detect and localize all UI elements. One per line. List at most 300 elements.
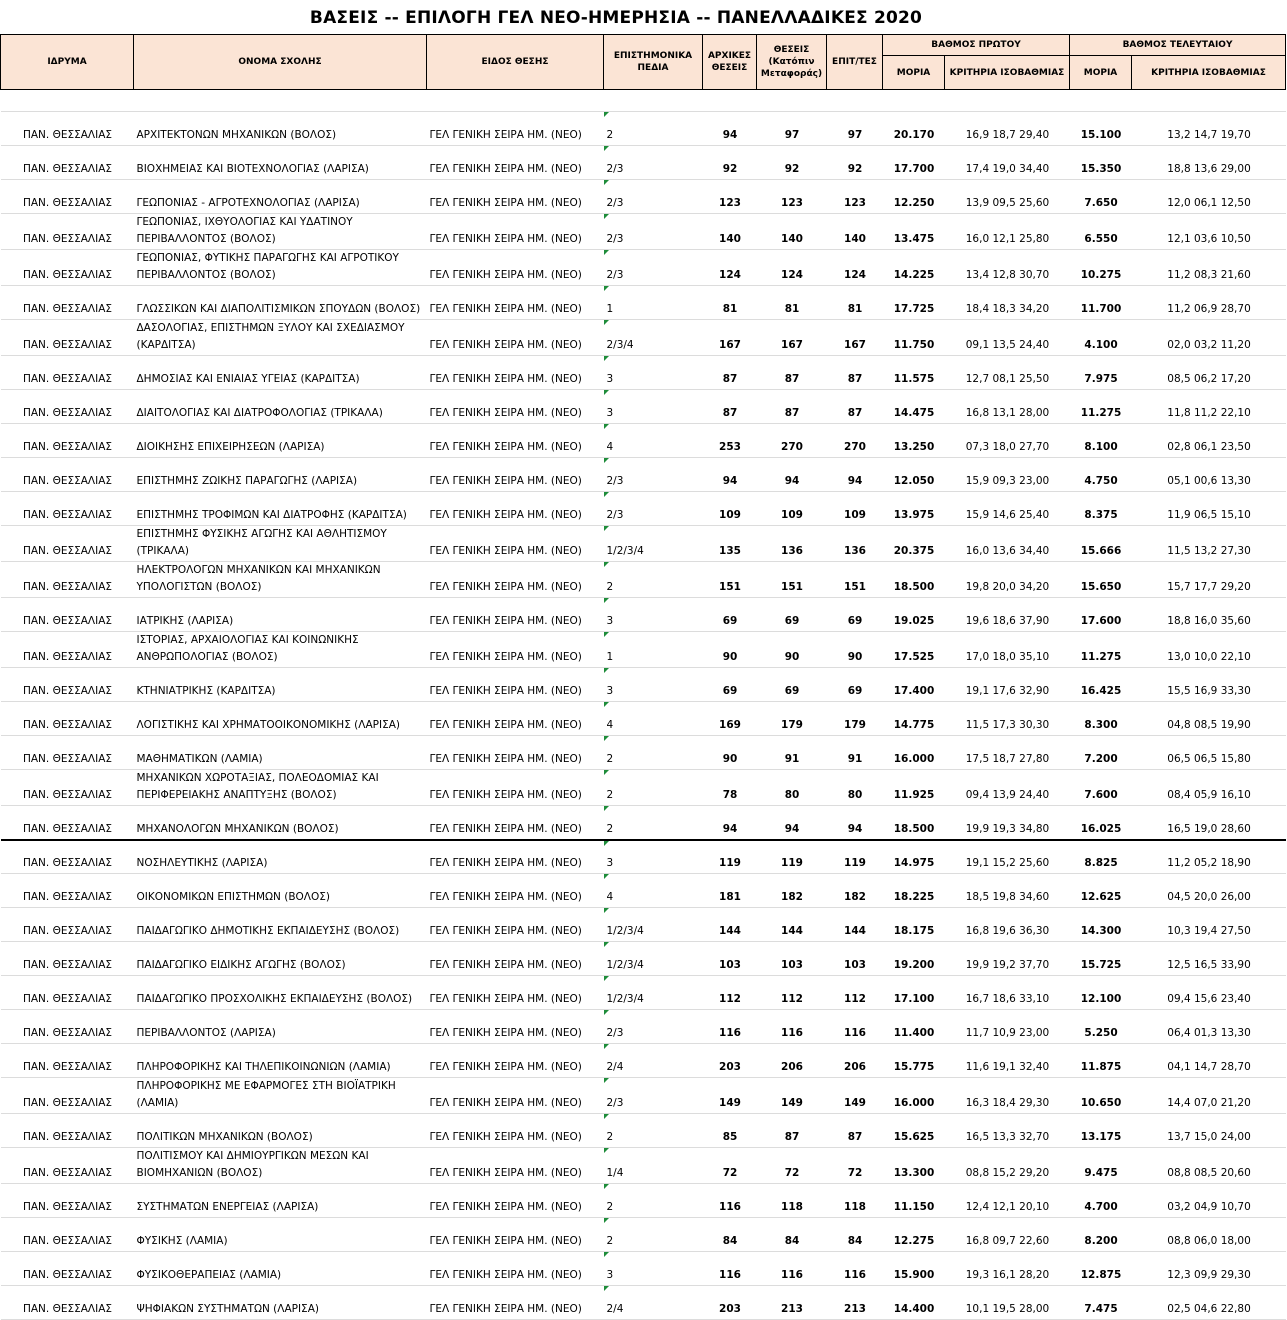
cell-initial-seats: 87 [722,373,738,385]
cell-first-tiebreak: 13,9 09,5 25,60 [965,197,1050,209]
cell-institution: ΠΑΝ. ΘΕΣΣΑΛΙΑΣ [22,581,113,593]
cell-seat-type: ΓΕΛ ΓΕΝΙΚΗ ΣΕΙΡΑ ΗΜ. (ΝΕΟ) [429,303,582,315]
table-row [1,112,1286,146]
cell-first-tiebreak: 19,3 16,1 28,20 [965,1269,1050,1281]
cell-last-points: 5.250 [1084,1027,1118,1039]
cell-seat-type: ΓΕΛ ΓΕΝΙΚΗ ΣΕΙΡΑ ΗΜ. (ΝΕΟ) [429,339,582,351]
results-table [0,34,1286,1320]
cell-fields: 2 [604,736,703,770]
cell-first-tiebreak: 17,5 18,7 27,80 [965,753,1050,765]
cell-first-points: 14.475 [893,407,935,419]
cell-school: ΜΗΧΑΝΙΚΩΝ ΧΩΡΟΤΑΞΙΑΣ, ΠΟΛΕΟΔΟΜΙΑΣ ΚΑΙ ΠΕΡΙΦΕΡΕΙΑΚΗΣ ΑΝΑΠΤΥΞΗΣ (ΒΟΛΟΣ) [136,772,379,801]
cell-last-points: 15.650 [1080,581,1122,593]
cell-seat-type: ΓΕΛ ΓΕΝΙΚΗ ΣΕΙΡΑ ΗΜ. (ΝΕΟ) [429,407,582,419]
cell-first-points: 12.050 [893,475,935,487]
cell-initial-seats: 144 [719,925,741,937]
cell-initial-seats: 253 [719,441,741,453]
cell-school: ΙΑΤΡΙΚΗΣ (ΛΑΡΙΣΑ) [136,615,234,627]
cell-successful: 140 [844,233,866,245]
cell-school: ΚΤΗΝΙΑΤΡΙΚΗΣ (ΚΑΡΔΙΤΣΑ) [136,685,276,697]
table-row [1,458,1286,492]
cell-last-tiebreak: 16,5 19,0 28,60 [1167,822,1251,835]
cell-seats: 87 [784,1131,800,1143]
cell-fields: 1/2/3/4 [604,908,703,942]
table-row [1,1044,1286,1078]
cell-first-points: 14.400 [893,1303,935,1315]
cell-last-points: 6.550 [1084,233,1118,245]
table-row [1,1252,1286,1286]
cell-seat-type: ΓΕΛ ΓΕΝΙΚΗ ΣΕΙΡΑ ΗΜ. (ΝΕΟ) [429,1097,582,1109]
cell-seats: 97 [784,129,800,141]
cell-initial-seats: 116 [719,1201,741,1213]
cell-fields: 2 [604,1184,703,1218]
cell-initial-seats: 69 [722,685,738,697]
cell-school: ΕΠΙΣΤΗΜΗΣ ΤΡΟΦΙΜΩΝ ΚΑΙ ΔΙΑΤΡΟΦΗΣ (ΚΑΡΔΙΤΣΑ) [136,509,407,521]
cell-first-points: 13.975 [893,509,935,521]
header-seats-line2: (Κατόπιν [768,57,815,67]
cell-school: ΑΡΧΙΤΕΚΤΟΝΩΝ ΜΗΧΑΝΙΚΩΝ (ΒΟΛΟΣ) [136,129,337,141]
cell-institution: ΠΑΝ. ΘΕΣΣΑΛΙΑΣ [22,651,113,663]
cell-first-points: 17.100 [893,993,935,1005]
cell-first-points: 16.000 [893,753,935,765]
table-row [1,526,1286,562]
cell-school: ΔΙΑΙΤΟΛΟΓΙΑΣ ΚΑΙ ΔΙΑΤΡΟΦΟΛΟΓΙΑΣ (ΤΡΙΚΑΛΑ) [136,407,383,419]
cell-last-tiebreak: 09,4 15,6 23,40 [1167,993,1251,1005]
cell-first-tiebreak: 10,1 19,5 28,00 [965,1303,1050,1315]
cell-last-points: 4.100 [1084,339,1118,351]
cell-initial-seats: 140 [719,233,741,245]
cell-school: ΠΟΛΙΤΙΚΩΝ ΜΗΧΑΝΙΚΩΝ (ΒΟΛΟΣ) [136,1131,313,1143]
cell-initial-seats: 103 [719,959,741,971]
cell-last-points: 15.350 [1080,163,1122,175]
cell-school: ΓΛΩΣΣΙΚΩΝ ΚΑΙ ΔΙΑΠΟΛΙΤΙΣΜΙΚΩΝ ΣΠΟΥΔΩΝ (ΒΟΛΟΣ) [136,303,421,315]
header-institution: ΙΔΡΥΜΑ [1,35,134,90]
cell-institution: ΠΑΝ. ΘΕΣΣΑΛΙΑΣ [22,129,113,141]
cell-seat-type: ΓΕΛ ΓΕΝΙΚΗ ΣΕΙΡΑ ΗΜ. (ΝΕΟ) [429,1201,582,1213]
cell-seat-type: ΓΕΛ ΓΕΝΙΚΗ ΣΕΙΡΑ ΗΜ. (ΝΕΟ) [429,1269,582,1281]
cell-first-points: 12.250 [893,197,935,209]
cell-first-tiebreak: 16,3 18,4 29,30 [965,1097,1050,1109]
cell-successful: 69 [847,685,863,697]
cell-first-tiebreak: 19,1 17,6 32,90 [965,685,1050,697]
cell-last-tiebreak: 06,4 01,3 13,30 [1167,1027,1251,1039]
cell-successful: 87 [847,1131,863,1143]
cell-fields: 3 [604,390,703,424]
cell-last-points: 16.025 [1080,822,1122,835]
table-row [1,286,1286,320]
cell-school: ΨΗΦΙΑΚΩΝ ΣΥΣΤΗΜΑΤΩΝ (ΛΑΡΙΣΑ) [136,1303,319,1315]
cell-fields: 2/3/4 [604,320,703,356]
cell-seat-type: ΓΕΛ ΓΕΝΙΚΗ ΣΕΙΡΑ ΗΜ. (ΝΕΟ) [429,509,582,521]
table-row [1,1184,1286,1218]
cell-last-tiebreak: 08,8 06,0 18,00 [1167,1235,1251,1247]
cell-seats: 151 [781,581,803,593]
cell-initial-seats: 90 [722,753,738,765]
cell-fields: 3 [604,840,703,874]
cell-initial-seats: 84 [722,1235,738,1247]
cell-last-tiebreak: 12,3 09,9 29,30 [1167,1269,1251,1281]
cell-initial-seats: 85 [722,1131,738,1143]
cell-last-tiebreak: 08,8 08,5 20,60 [1167,1167,1251,1179]
cell-first-points: 17.725 [893,303,935,315]
cell-fields: 2/4 [604,1044,703,1078]
cell-seat-type: ΓΕΛ ΓΕΝΙΚΗ ΣΕΙΡΑ ΗΜ. (ΝΕΟ) [429,581,582,593]
cell-first-points: 19.025 [893,615,935,627]
cell-school: ΠΛΗΡΟΦΟΡΙΚΗΣ ΜΕ ΕΦΑΡΜΟΓΕΣ ΣΤΗ ΒΙΟΪΑΤΡΙΚΗ (ΛΑΜΙΑ) [136,1080,396,1109]
cell-school: ΓΕΩΠΟΝΙΑΣ - ΑΓΡΟΤΕΧΝΟΛΟΓΙΑΣ (ΛΑΡΙΣΑ) [136,197,360,209]
cell-last-points: 7.200 [1084,753,1118,765]
cell-fields: 4 [604,424,703,458]
header-last-tiebreak: ΚΡΙΤΗΡΙΑ ΙΣΟΒΑΘΜΙΑΣ [1132,56,1286,90]
header-last-grade: ΒΑΘΜΟΣ ΤΕΛΕΥΤΑΙΟΥ [1070,35,1286,56]
cell-seat-type: ΓΕΛ ΓΕΝΙΚΗ ΣΕΙΡΑ ΗΜ. (ΝΕΟ) [429,891,582,903]
cell-last-points: 7.475 [1084,1303,1118,1315]
cell-first-tiebreak: 19,8 20,0 34,20 [965,581,1050,593]
cell-seats: 72 [784,1167,800,1179]
cell-seats: 213 [781,1303,803,1315]
cell-last-points: 8.300 [1084,719,1118,731]
cell-seat-type: ΓΕΛ ΓΕΝΙΚΗ ΣΕΙΡΑ ΗΜ. (ΝΕΟ) [429,615,582,627]
cell-successful: 182 [844,891,866,903]
cell-seat-type: ΓΕΛ ΓΕΝΙΚΗ ΣΕΙΡΑ ΗΜ. (ΝΕΟ) [429,959,582,971]
cell-seats: 69 [784,615,800,627]
cell-last-points: 11.275 [1080,407,1122,419]
cell-seat-type: ΓΕΛ ΓΕΝΙΚΗ ΣΕΙΡΑ ΗΜ. (ΝΕΟ) [429,163,582,175]
cell-fields: 4 [604,702,703,736]
cell-seats: 123 [781,197,803,209]
cell-school: ΠΑΙΔΑΓΩΓΙΚΟ ΕΙΔΙΚΗΣ ΑΓΩΓΗΣ (ΒΟΛΟΣ) [136,959,346,971]
cell-successful: 116 [844,1027,866,1039]
cell-first-tiebreak: 13,4 12,8 30,70 [965,269,1050,281]
cell-last-tiebreak: 15,7 17,7 29,20 [1167,581,1251,593]
cell-seat-type: ΓΕΛ ΓΕΝΙΚΗ ΣΕΙΡΑ ΗΜ. (ΝΕΟ) [429,651,582,663]
cell-initial-seats: 203 [719,1303,741,1315]
cell-last-tiebreak: 18,8 13,6 29,00 [1167,163,1251,175]
header-last-points: ΜΟΡΙΑ [1070,56,1132,90]
cell-last-points: 8.825 [1084,857,1118,869]
cell-initial-seats: 109 [719,509,741,521]
cell-first-points: 13.475 [893,233,935,245]
table-row [1,874,1286,908]
cell-seat-type: ΓΕΛ ΓΕΝΙΚΗ ΣΕΙΡΑ ΗΜ. (ΝΕΟ) [429,1235,582,1247]
cell-institution: ΠΑΝ. ΘΕΣΣΑΛΙΑΣ [22,1061,113,1073]
cell-successful: 109 [844,509,866,521]
cell-school: ΗΛΕΚΤΡΟΛΟΓΩΝ ΜΗΧΑΝΙΚΩΝ ΚΑΙ ΜΗΧΑΝΙΚΩΝ ΥΠΟΛΟΓΙΣΤΩΝ (ΒΟΛΟΣ) [136,564,381,593]
cell-institution: ΠΑΝ. ΘΕΣΣΑΛΙΑΣ [22,1201,113,1213]
cell-last-tiebreak: 02,5 04,6 22,80 [1167,1303,1251,1315]
cell-seats: 119 [781,857,803,869]
table-row [1,180,1286,214]
header-fields [604,35,703,90]
cell-last-tiebreak: 13,0 10,0 22,10 [1167,651,1251,663]
cell-seats: 140 [781,233,803,245]
cell-school: ΠΛΗΡΟΦΟΡΙΚΗΣ ΚΑΙ ΤΗΛΕΠΙΚΟΙΝΩΝΙΩΝ (ΛΑΜΙΑ) [136,1061,391,1073]
cell-successful: 116 [844,1269,866,1281]
cell-seat-type: ΓΕΛ ΓΕΝΙΚΗ ΣΕΙΡΑ ΗΜ. (ΝΕΟ) [429,925,582,937]
cell-first-points: 11.925 [893,789,935,801]
cell-school: ΙΣΤΟΡΙΑΣ, ΑΡΧΑΙΟΛΟΓΙΑΣ ΚΑΙ ΚΟΙΝΩΝΙΚΗΣ ΑΝΘΡΩΠΟΛΟΓΙΑΣ (ΒΟΛΟΣ) [136,634,359,663]
cell-successful: 206 [844,1061,866,1073]
cell-seats: 81 [784,303,800,315]
cell-last-tiebreak: 11,9 06,5 15,10 [1167,509,1251,521]
cell-last-tiebreak: 10,3 19,4 27,50 [1167,925,1251,937]
cell-first-points: 17.700 [893,163,935,175]
cell-first-tiebreak: 19,1 15,2 25,60 [965,857,1050,869]
cell-successful: 270 [844,441,866,453]
cell-seats: 206 [781,1061,803,1073]
cell-successful: 94 [847,475,863,487]
cell-seats: 149 [781,1097,803,1109]
cell-successful: 97 [847,129,863,141]
header-fields-line2: ΠΕΔΙΑ [637,63,669,73]
cell-seats: 112 [781,993,803,1005]
cell-fields: 4 [604,874,703,908]
cell-fields: 2/3 [604,1078,703,1114]
table-row [1,668,1286,702]
cell-last-tiebreak: 11,2 05,2 18,90 [1167,857,1251,869]
header-first-points: ΜΟΡΙΑ [883,56,945,90]
cell-first-points: 15.775 [893,1061,935,1073]
header-initial-line1: ΑΡΧΙΚΕΣ [707,51,752,61]
cell-seats: 136 [781,545,803,557]
cell-school: ΒΙΟΧΗΜΕΙΑΣ ΚΑΙ ΒΙΟΤΕΧΝΟΛΟΓΙΑΣ (ΛΑΡΙΣΑ) [136,163,369,175]
table-row [1,1114,1286,1148]
cell-seat-type: ΓΕΛ ΓΕΝΙΚΗ ΣΕΙΡΑ ΗΜ. (ΝΕΟ) [429,545,582,557]
table-row [1,770,1286,806]
table-row [1,424,1286,458]
cell-school: ΟΙΚΟΝΟΜΙΚΩΝ ΕΠΙΣΤΗΜΩΝ (ΒΟΛΟΣ) [136,891,330,903]
cell-fields: 2/3 [604,1010,703,1044]
cell-successful: 84 [847,1235,863,1247]
cell-first-points: 12.275 [893,1235,935,1247]
header-seats-line3: Μεταφοράς) [760,69,823,79]
cell-institution: ΠΑΝ. ΘΕΣΣΑΛΙΑΣ [22,959,113,971]
cell-last-tiebreak: 12,1 03,6 10,50 [1167,233,1251,245]
cell-last-points: 15.725 [1080,959,1122,971]
cell-first-tiebreak: 08,8 15,2 29,20 [965,1167,1050,1179]
cell-first-points: 18.175 [893,925,935,937]
cell-first-points: 20.375 [893,545,935,557]
table-row [1,492,1286,526]
cell-seats: 116 [781,1269,803,1281]
cell-school: ΦΥΣΙΚΗΣ (ΛΑΜΙΑ) [136,1235,228,1247]
cell-first-tiebreak: 16,0 12,1 25,80 [965,233,1050,245]
cell-successful: 213 [844,1303,866,1315]
cell-last-points: 8.100 [1084,441,1118,453]
cell-initial-seats: 72 [722,1167,738,1179]
cell-last-tiebreak: 03,2 04,9 10,70 [1167,1201,1251,1213]
table-row [1,1010,1286,1044]
header-successful: ΕΠΙΤ/ΤΕΣ [827,35,883,90]
cell-seats: 179 [781,719,803,731]
cell-institution: ΠΑΝ. ΘΕΣΣΑΛΙΑΣ [22,685,113,697]
cell-last-tiebreak: 13,2 14,7 19,70 [1167,129,1251,141]
cell-first-tiebreak: 17,4 19,0 34,40 [965,163,1050,175]
cell-last-tiebreak: 02,8 06,1 23,50 [1167,441,1251,453]
cell-last-points: 7.600 [1084,789,1118,801]
cell-last-tiebreak: 11,5 13,2 27,30 [1167,545,1251,557]
cell-seats: 92 [784,163,800,175]
header-initial-line2: ΘΕΣΕΙΣ [711,63,748,73]
cell-first-points: 17.525 [893,651,935,663]
cell-first-tiebreak: 07,3 18,0 27,70 [965,441,1050,453]
cell-seat-type: ΓΕΛ ΓΕΝΙΚΗ ΣΕΙΡΑ ΗΜ. (ΝΕΟ) [429,789,582,801]
cell-initial-seats: 116 [719,1269,741,1281]
table-row [1,1148,1286,1184]
cell-institution: ΠΑΝ. ΘΕΣΣΑΛΙΑΣ [22,1027,113,1039]
table-row [1,1286,1286,1320]
cell-institution: ΠΑΝ. ΘΕΣΣΑΛΙΑΣ [22,1097,113,1109]
cell-institution: ΠΑΝ. ΘΕΣΣΑΛΙΑΣ [22,233,113,245]
cell-seats: 109 [781,509,803,521]
cell-school: ΔΗΜΟΣΙΑΣ ΚΑΙ ΕΝΙΑΙΑΣ ΥΓΕΙΑΣ (ΚΑΡΔΙΤΣΑ) [136,373,360,385]
cell-institution: ΠΑΝ. ΘΕΣΣΑΛΙΑΣ [22,1269,113,1281]
page-title: ΒΑΣΕΙΣ -- ΕΠΙΛΟΓΗ ΓΕΛ ΝΕΟ-ΗΜΕΡΗΣΙΑ -- ΠΑΝΕΛΛΑΔΙΚΕΣ 2020 [309,8,923,28]
cell-successful: 151 [844,581,866,593]
cell-seat-type: ΓΕΛ ΓΕΝΙΚΗ ΣΕΙΡΑ ΗΜ. (ΝΕΟ) [429,233,582,245]
cell-school: ΜΑΘΗΜΑΤΙΚΩΝ (ΛΑΜΙΑ) [136,753,263,765]
cell-first-tiebreak: 19,9 19,3 34,80 [965,822,1050,835]
table-row [1,632,1286,668]
cell-seat-type: ΓΕΛ ΓΕΝΙΚΗ ΣΕΙΡΑ ΗΜ. (ΝΕΟ) [429,441,582,453]
header-school: ΟΝΟΜΑ ΣΧΟΛΗΣ [134,35,427,90]
cell-institution: ΠΑΝ. ΘΕΣΣΑΛΙΑΣ [22,891,113,903]
cell-school: ΝΟΣΗΛΕΥΤΙΚΗΣ (ΛΑΡΙΣΑ) [136,857,268,869]
cell-initial-seats: 87 [722,407,738,419]
cell-seats: 87 [784,407,800,419]
cell-successful: 103 [844,959,866,971]
cell-last-points: 8.375 [1084,509,1118,521]
cell-seat-type: ΓΕΛ ΓΕΝΙΚΗ ΣΕΙΡΑ ΗΜ. (ΝΕΟ) [429,822,582,835]
cell-institution: ΠΑΝ. ΘΕΣΣΑΛΙΑΣ [22,303,113,315]
cell-seat-type: ΓΕΛ ΓΕΝΙΚΗ ΣΕΙΡΑ ΗΜ. (ΝΕΟ) [429,1061,582,1073]
cell-initial-seats: 112 [719,993,741,1005]
cell-school: ΣΥΣΤΗΜΑΤΩΝ ΕΝΕΡΓΕΙΑΣ (ΛΑΡΙΣΑ) [136,1201,319,1213]
cell-fields: 2/3 [604,250,703,286]
cell-successful: 167 [844,339,866,351]
cell-institution: ΠΑΝ. ΘΕΣΣΑΛΙΑΣ [22,197,113,209]
cell-institution: ΠΑΝ. ΘΕΣΣΑΛΙΑΣ [22,615,113,627]
cell-successful: 124 [844,269,866,281]
cell-seat-type: ΓΕΛ ΓΕΝΙΚΗ ΣΕΙΡΑ ΗΜ. (ΝΕΟ) [429,129,582,141]
cell-successful: 144 [844,925,866,937]
cell-institution: ΠΑΝ. ΘΕΣΣΑΛΙΑΣ [22,269,113,281]
cell-institution: ΠΑΝ. ΘΕΣΣΑΛΙΑΣ [22,475,113,487]
cell-first-points: 17.400 [893,685,935,697]
cell-last-tiebreak: 11,2 08,3 21,60 [1167,269,1251,281]
cell-fields: 2 [604,1218,703,1252]
cell-last-tiebreak: 04,1 14,7 28,70 [1167,1061,1251,1073]
cell-seats: 84 [784,1235,800,1247]
cell-fields: 3 [604,598,703,632]
cell-initial-seats: 78 [722,789,738,801]
cell-institution: ΠΑΝ. ΘΕΣΣΑΛΙΑΣ [22,1235,113,1247]
cell-first-points: 13.250 [893,441,935,453]
cell-successful: 91 [847,753,863,765]
cell-seats: 94 [784,475,800,487]
table-row [1,806,1286,840]
header-seats-line1: ΘΕΣΕΙΣ [773,45,810,55]
table-row [1,840,1286,874]
cell-institution: ΠΑΝ. ΘΕΣΣΑΛΙΑΣ [22,407,113,419]
cell-fields: 2 [604,562,703,598]
cell-successful: 123 [844,197,866,209]
cell-fields: 3 [604,1252,703,1286]
table-row [1,736,1286,770]
cell-fields: 2 [604,770,703,806]
cell-seats: 90 [784,651,800,663]
cell-fields: 1/2/3/4 [604,942,703,976]
cell-first-points: 11.150 [893,1201,935,1213]
cell-first-tiebreak: 16,8 09,7 22,60 [965,1235,1050,1247]
table-row [1,320,1286,356]
cell-institution: ΠΑΝ. ΘΕΣΣΑΛΙΑΣ [22,993,113,1005]
cell-institution: ΠΑΝ. ΘΕΣΣΑΛΙΑΣ [22,545,113,557]
cell-last-tiebreak: 02,0 03,2 11,20 [1167,339,1251,351]
cell-institution: ΠΑΝ. ΘΕΣΣΑΛΙΑΣ [22,719,113,731]
cell-last-tiebreak: 08,4 05,9 16,10 [1167,789,1251,801]
cell-initial-seats: 90 [722,651,738,663]
cell-seats: 167 [781,339,803,351]
cell-successful: 87 [847,407,863,419]
cell-fields: 2 [604,112,703,146]
cell-successful: 72 [847,1167,863,1179]
cell-initial-seats: 94 [722,475,738,487]
cell-school: ΕΠΙΣΤΗΜΗΣ ΦΥΣΙΚΗΣ ΑΓΩΓΗΣ ΚΑΙ ΑΘΛΗΤΙΣΜΟΥ (ΤΡΙΚΑΛΑ) [136,528,387,557]
cell-last-points: 11.275 [1080,651,1122,663]
cell-seat-type: ΓΕΛ ΓΕΝΙΚΗ ΣΕΙΡΑ ΗΜ. (ΝΕΟ) [429,1027,582,1039]
cell-first-tiebreak: 16,0 13,6 34,40 [965,545,1050,557]
cell-seats: 80 [784,789,800,801]
cell-fields: 3 [604,668,703,702]
cell-last-points: 16.425 [1080,685,1122,697]
cell-school: ΠΟΛΙΤΙΣΜΟΥ ΚΑΙ ΔΗΜΙΟΥΡΓΙΚΩΝ ΜΕΣΩΝ ΚΑΙ ΒΙΟΜΗΧΑΝΙΩΝ (ΒΟΛΟΣ) [136,1150,369,1179]
cell-institution: ΠΑΝ. ΘΕΣΣΑΛΙΑΣ [22,373,113,385]
cell-fields: 1/4 [604,1148,703,1184]
cell-first-tiebreak: 18,5 19,8 34,60 [965,891,1050,903]
cell-school: ΠΕΡΙΒΑΛΛΟΝΤΟΣ (ΛΑΡΙΣΑ) [136,1027,276,1039]
cell-successful: 119 [844,857,866,869]
table-row [1,390,1286,424]
table-row [1,1218,1286,1252]
cell-first-points: 11.750 [893,339,935,351]
cell-first-tiebreak: 11,5 17,3 30,30 [965,719,1050,731]
cell-institution: ΠΑΝ. ΘΕΣΣΑΛΙΑΣ [22,822,113,835]
cell-school: ΓΕΩΠΟΝΙΑΣ, ΙΧΘΥΟΛΟΓΙΑΣ ΚΑΙ ΥΔΑΤΙΝΟΥ ΠΕΡΙΒΑΛΛΟΝΤΟΣ (ΒΟΛΟΣ) [136,216,353,245]
cell-first-points: 14.775 [893,719,935,731]
cell-fields: 2/3 [604,492,703,526]
header-fields-line1: ΕΠΙΣΤΗΜΟΝΙΚΑ [613,51,693,61]
cell-institution: ΠΑΝ. ΘΕΣΣΑΛΙΑΣ [22,1131,113,1143]
cell-successful: 81 [847,303,863,315]
cell-seat-type: ΓΕΛ ΓΕΝΙΚΗ ΣΕΙΡΑ ΗΜ. (ΝΕΟ) [429,753,582,765]
cell-initial-seats: 181 [719,891,741,903]
cell-school: ΔΙΟΙΚΗΣΗΣ ΕΠΙΧΕΙΡΗΣΕΩΝ (ΛΑΡΙΣΑ) [136,441,325,453]
cell-first-tiebreak: 12,4 12,1 20,10 [965,1201,1050,1213]
cell-last-points: 11.875 [1080,1061,1122,1073]
cell-first-points: 11.575 [893,373,935,385]
cell-seat-type: ΓΕΛ ΓΕΝΙΚΗ ΣΕΙΡΑ ΗΜ. (ΝΕΟ) [429,1303,582,1315]
cell-first-tiebreak: 09,1 13,5 24,40 [965,339,1050,351]
header-seats-after-transfer [757,35,827,90]
cell-school: ΠΑΙΔΑΓΩΓΙΚΟ ΠΡΟΣΧΟΛΙΚΗΣ ΕΚΠΑΙΔΕΥΣΗΣ (ΒΟΛΟΣ) [136,993,413,1005]
cell-last-points: 4.700 [1084,1201,1118,1213]
cell-first-tiebreak: 19,6 18,6 37,90 [965,615,1050,627]
table-row [1,598,1286,632]
cell-first-points: 11.400 [893,1027,935,1039]
cell-institution: ΠΑΝ. ΘΕΣΣΑΛΙΑΣ [22,441,113,453]
cell-last-points: 12.625 [1080,891,1122,903]
